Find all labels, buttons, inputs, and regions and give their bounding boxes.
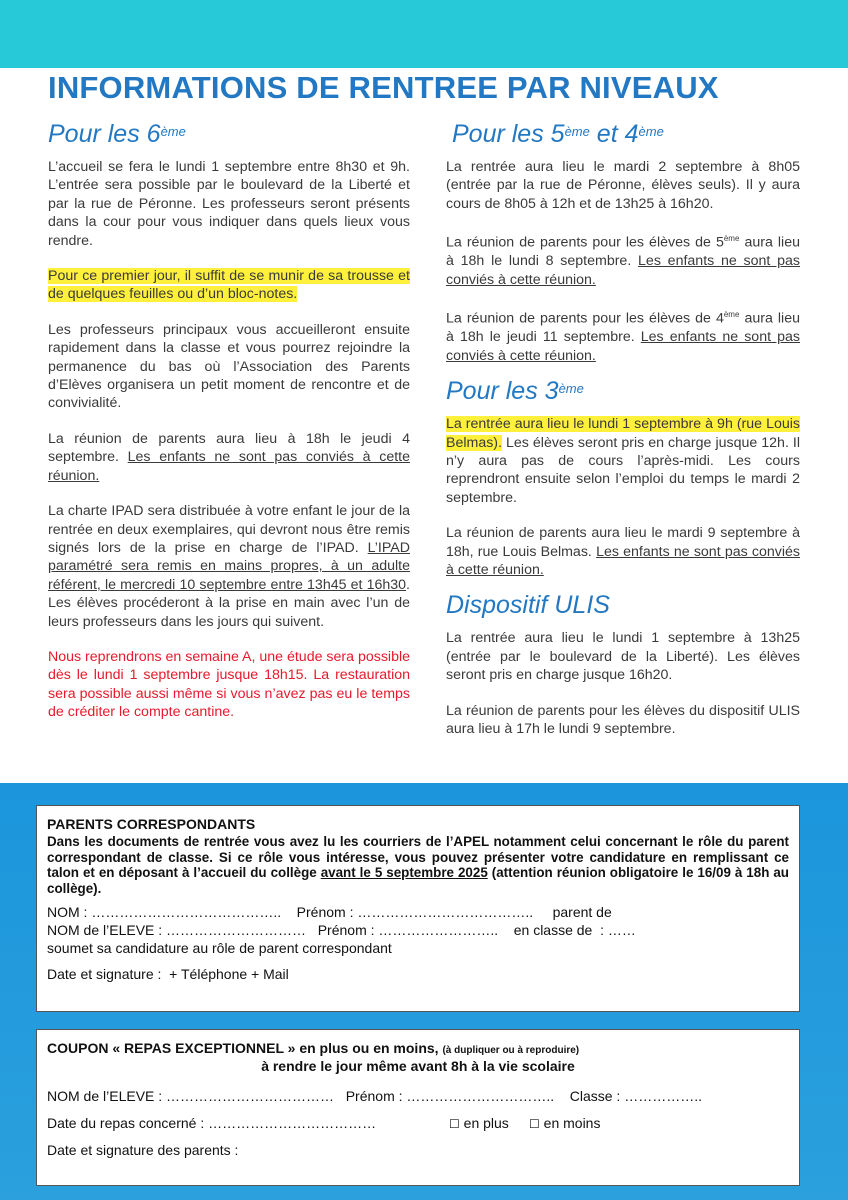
top-banner — [0, 0, 848, 68]
coupon-line-date[interactable]: Date du repas concerné : ……………………………… — [47, 1115, 377, 1131]
checkbox-icon[interactable]: ☐ — [449, 1117, 460, 1131]
coupon-line-eleve[interactable]: NOM de l’ELEVE : ……………………………… Prénom : ………………………….. Classe : …………….. — [47, 1088, 702, 1104]
heading-cinq-quatre: Pour les 5ème et 4ème — [452, 120, 664, 148]
ulis-reunion: La réunion de parents pour les élèves du dispositif ULIS aura lieu à 17h le lundi 9 septembre. — [446, 702, 800, 737]
sixieme-professeurs: Les professeurs principaux vous accueilleront ensuite rapidement dans la classe et vous pourrez rejoindre la permanence du bas où l’Association des Parents d’Elèves organisera un petit moment de rencontre et de convivialité. — [48, 321, 410, 412]
troisieme-reunion: La réunion de parents aura lieu le mardi 9 septembre à 18h, rue Louis Belmas. Les enfants ne sont pas conviés à cette réunion. — [446, 525, 800, 578]
sixieme-accueil: L’accueil se fera le lundi 1 septembre entre 8h30 et 9h. L’entrée sera possible par le boulevard de la Liberté et par la rue de Péronne. Les professeurs seront présents dans la cour pour vous indiquer dans quels lieux vous rendre. — [48, 159, 410, 249]
section-sixieme — [48, 118, 410, 739]
checkbox-icon[interactable]: ☐ — [529, 1117, 540, 1131]
parents-correspondants-form — [36, 805, 800, 1012]
sixieme-etude: Nous reprendrons en semaine A, une étude sera possible dès le lundi 1 septembre jusque 18h15. La restauration sera possible aussi même si vous n’avez pas eu le temps de créditer le compte cantine. — [48, 648, 411, 721]
parents-line-candidature: soumet sa candidature au rôle de parent correspondant — [47, 940, 392, 956]
option-en-plus[interactable]: ☐ en plus — [449, 1115, 509, 1131]
parents-heading: PARENTS CORRESPONDANTS — [47, 816, 256, 832]
heading-sixieme: Pour les 6ème — [48, 120, 186, 148]
heading-ulis: Dispositif ULIS — [446, 591, 610, 620]
coupon-repas-form — [36, 1029, 800, 1186]
coupon-line-signature[interactable]: Date et signature des parents : — [47, 1142, 239, 1158]
sixieme-reunion: La réunion de parents aura lieu à 18h le jeudi 4 septembre. Les enfants ne sont pas conviés à cette réunion. — [48, 430, 410, 484]
option-en-moins[interactable]: ☐ en moins — [529, 1115, 601, 1131]
sixieme-materiel: Pour ce premier jour, il suffit de se munir de sa trousse et de quelques feuilles ou d’un bloc-notes. — [48, 268, 410, 303]
section-cinq-quatre — [446, 118, 800, 755]
troisieme-rentree: La rentrée aura lieu le lundi 1 septembre à 9h (rue Louis Belmas). Les élèves seront pris en charge jusque 12h. Il n’y aura pas de cours l’après-midi. Les cours reprendront ensuite selon l’emploi du temps le mardi 2 septembre. — [446, 416, 800, 506]
page-title: INFORMATIONS DE RENTREE PAR NIVEAUX — [48, 70, 719, 105]
cinq-reunion: La réunion de parents pour les élèves de 5ème aura lieu à 18h le lundi 8 septembre. Les enfants ne sont pas conviés à cette réunion. — [446, 234, 800, 288]
heading-troisieme: Pour les 3ème — [446, 377, 584, 406]
parents-line-eleve[interactable]: NOM de l’ELEVE : ………………………… Prénom : …………………….. en classe de : …… — [47, 922, 636, 938]
ulis-rentree: La rentrée aura lieu le lundi 1 septembre à 13h25 (entrée par le boulevard de la Liberté). Les élèves seront pris en charge jusque 16h20. — [446, 630, 800, 684]
sixieme-ipad: La charte IPAD sera distribuée à votre enfant le jour de la rentrée en deux exemplaires, qui devront nous être remis signés lors de la prise en charge de l’IPAD. L’IPAD paramétré sera remis en mains propres, à un adulte référent, le mercredi 10 septembre entre 13h45 et 16h30. Les élèves procéderont à la prise en main avec l’un de leurs professeurs dans les jours qui suivent. — [48, 503, 410, 630]
parents-line-nom[interactable]: NOM : ………………………………….. Prénom : ……………………………….. parent de — [47, 904, 612, 920]
parents-line-signature[interactable]: Date et signature : + Téléphone + Mail — [47, 966, 289, 982]
quatre-reunion: La réunion de parents pour les élèves de 4ème aura lieu à 18h le jeudi 11 septembre. Les enfants ne sont pas conviés à cette réunion. — [446, 310, 800, 364]
cinq-quatre-rentree: La rentrée aura lieu le mardi 2 septembre à 8h05 (entrée par la rue de Péronne, élèves seuls). Il y aura cours de 8h05 à 12h et de 13h25 à 16h20. — [446, 159, 800, 212]
coupon-subheading: à rendre le jour même avant 8h à la vie scolaire — [261, 1058, 575, 1074]
parents-text: Dans les documents de rentrée vous avez lu les courriers de l’APEL notamment celui concernant le rôle du parent correspondant de classe. Si ce rôle vous intéresse, vous pouvez présenter votre candidature en remplissant ce talon et en déposant à l’accueil du collège avant le 5 septembre 2025 (attention réunion obligatoire le 16/09 à 18h au collège). — [47, 834, 789, 896]
coupon-heading: COUPON « REPAS EXCEPTIONNEL » en plus ou en moins, (à dupliquer ou à reproduire) — [47, 1040, 580, 1056]
